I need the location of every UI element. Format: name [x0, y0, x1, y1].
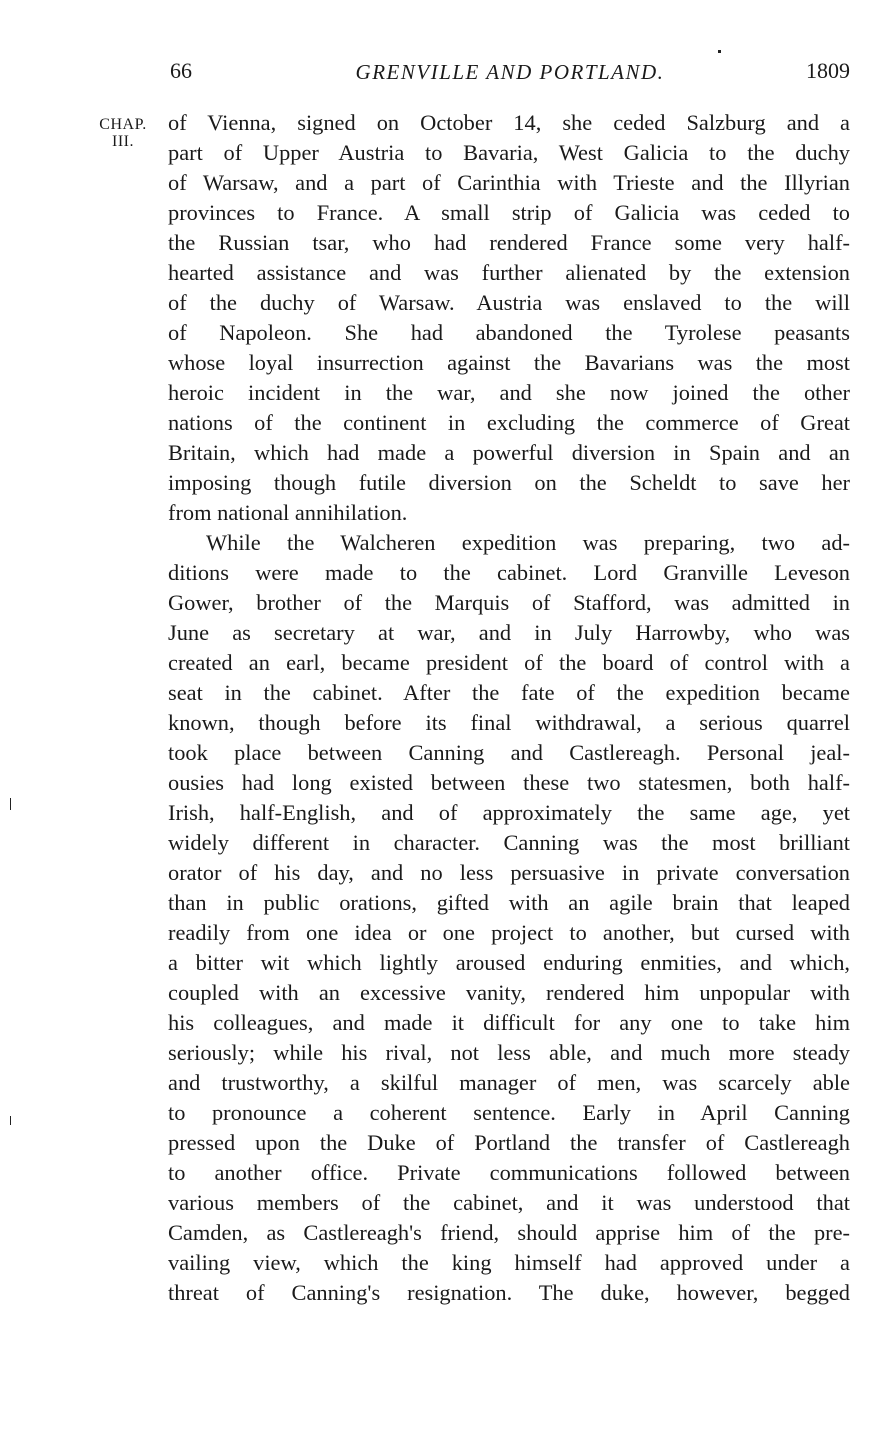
text-line: a bitter wit which lightly aroused enduring enmities, and which, [168, 950, 850, 975]
text-line: coupled with an excessive vanity, rendered him unpopular with [168, 980, 850, 1005]
text-line: heroic incident in the war, and she now joined the other [168, 380, 850, 405]
text-line: than in public orations, gifted with an agile brain that leaped [168, 890, 850, 915]
page-header [170, 58, 850, 92]
text-line: whose loyal insurrection against the Bavarians was the most [168, 350, 850, 375]
print-speck [10, 1116, 11, 1125]
text-line: nations of the continent in excluding the commerce of Great [168, 410, 850, 435]
text-line: provinces to France. A small strip of Galicia was ceded to [168, 200, 850, 225]
chapter-label: CHAP. [99, 116, 147, 133]
text-line: his colleagues, and made it difficult for any one to take him [168, 1010, 850, 1035]
text-line: June as secretary at war, and in July Harrowby, who was [168, 620, 850, 645]
text-line: the Russian tsar, who had rendered France some very half- [168, 230, 850, 255]
text-line: created an earl, became president of the board of control with a [168, 650, 850, 675]
text-line: various members of the cabinet, and it was understood that [168, 1190, 850, 1215]
text-line: seriously; while his rival, not less able, and much more steady [168, 1040, 850, 1065]
chapter-number: III. [112, 133, 134, 150]
text-line: vailing view, which the king himself had approved under a [168, 1250, 850, 1275]
header-year: 1809 [806, 58, 850, 83]
text-line: part of Upper Austria to Bavaria, West Galicia to the duchy [168, 140, 850, 165]
text-line: and trustworthy, a skilful manager of men, was scarcely able [168, 1070, 850, 1095]
text-line: Gower, brother of the Marquis of Stafford, was admitted in [168, 590, 850, 615]
text-line: seat in the cabinet. After the fate of the expedition became [168, 680, 850, 705]
text-line: known, though before its final withdrawal, a serious quarrel [168, 710, 850, 735]
text-line: widely different in character. Canning was the most brilliant [168, 830, 850, 855]
chapter-margin-note [86, 116, 160, 150]
print-speck [718, 50, 721, 53]
text-line: ousies had long existed between these two statesmen, both half- [168, 770, 850, 795]
print-speck [10, 798, 11, 810]
running-title: GRENVILLE AND PORTLAND. [355, 60, 665, 84]
text-line: pressed upon the Duke of Portland the transfer of Castlereagh [168, 1130, 850, 1155]
text-line: ditions were made to the cabinet. Lord Granville Leveson [168, 560, 850, 585]
text-line: imposing though futile diversion on the Scheldt to save her [168, 470, 850, 495]
text-line: hearted assistance and was further alienated by the extension [168, 260, 850, 285]
text-line: to another office. Private communications followed between [168, 1160, 850, 1185]
text-line: readily from one idea or one project to another, but cursed with [168, 920, 850, 945]
text-line: Camden, as Castlereagh's friend, should apprise him of the pre- [168, 1220, 850, 1245]
text-line: of Napoleon. She had abandoned the Tyrolese peasants [168, 320, 850, 345]
text-line: Irish, half-English, and of approximately the same age, yet [168, 800, 850, 825]
text-line: to pronounce a coherent sentence. Early in April Canning [168, 1100, 850, 1125]
text-line: Britain, which had made a powerful diversion in Spain and an [168, 440, 850, 465]
body-text [168, 108, 850, 1308]
text-line: While the Walcheren expedition was preparing, two ad- [206, 530, 850, 555]
text-line: of Vienna, signed on October 14, she ceded Salzburg and a [168, 110, 850, 135]
text-line: of the duchy of Warsaw. Austria was enslaved to the will [168, 290, 850, 315]
text-line: of Warsaw, and a part of Carinthia with Trieste and the Illyrian [168, 170, 850, 195]
text-line: threat of Canning's resignation. The duke, however, begged [168, 1280, 850, 1305]
text-line: took place between Canning and Castlereagh. Personal jeal- [168, 740, 850, 765]
text-line: from national annihilation. [168, 500, 408, 525]
page-number: 66 [170, 58, 192, 83]
text-line: orator of his day, and no less persuasive in private conversation [168, 860, 850, 885]
